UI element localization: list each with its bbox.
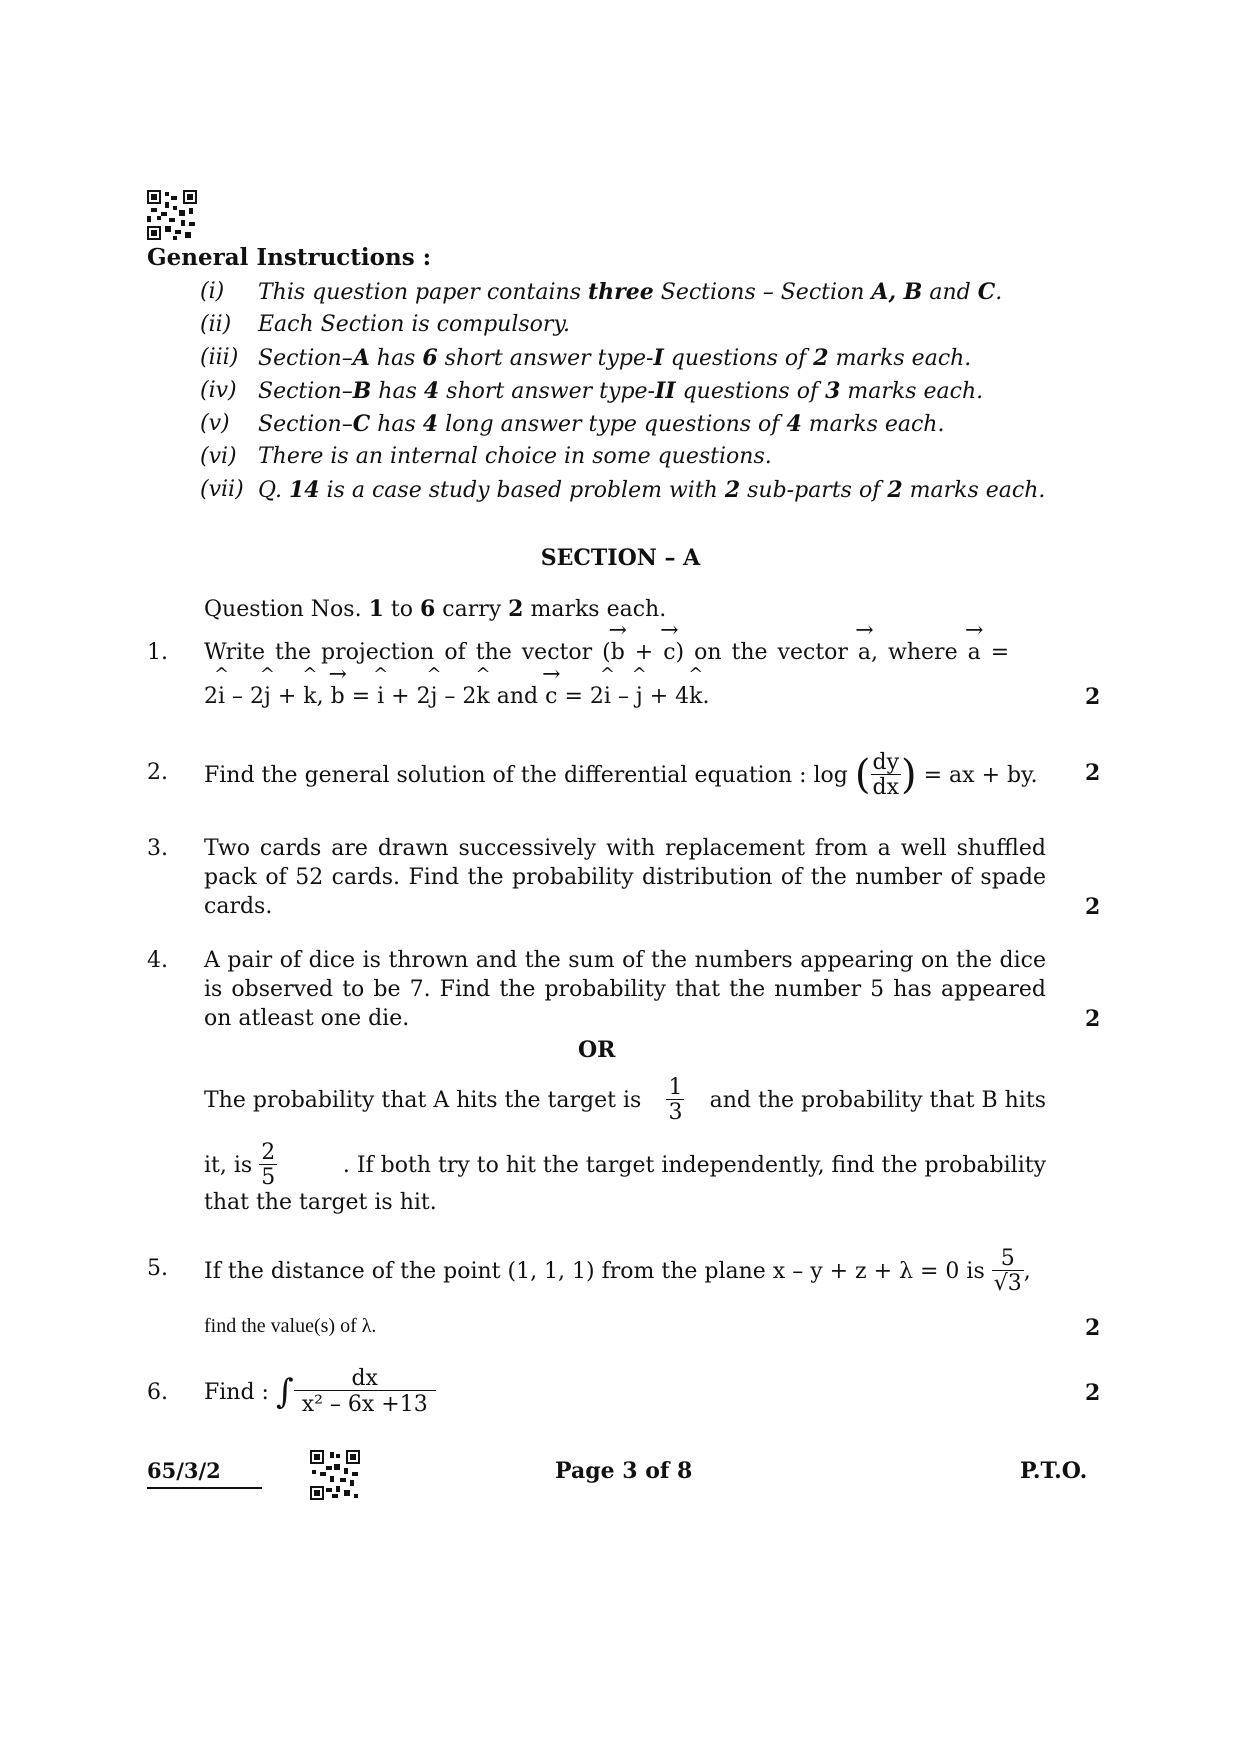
- q2-marks: 2: [1085, 760, 1101, 786]
- section-intro: Question Nos. 1 to 6 carry 2 marks each.: [204, 596, 667, 622]
- q4-alt-line-3: that the target is hit.: [204, 1190, 437, 1215]
- section-title: SECTION – A: [540, 545, 701, 571]
- q2-text: Find the general solution of the differential equation : log ( $\frac{dy}{dx}$ ) = ax + by.: [204, 749, 1038, 800]
- q1-marks: 2: [1085, 684, 1101, 710]
- qr-code-top: [147, 190, 197, 240]
- page-number: Page 3 of 8: [555, 1458, 693, 1484]
- q3-text: Two cards are drawn successively with replacement from a well shuffled pack of 52 cards. Find the probability distribution of the number of spade cards.: [204, 836, 1046, 919]
- q4-alt-line-1: The probability that A hits the target is $\frac{1}{3}$ and the probability that B hits: [204, 1074, 1046, 1125]
- pto-label: P.T.O.: [1020, 1458, 1088, 1484]
- paper-code-underline: [147, 1487, 262, 1489]
- q4-text: A pair of dice is thrown and the sum of the numbers appearing on the dice is observed to be 7. Find the probability that the number 5 has appeared on atleast one die.: [204, 948, 1046, 1031]
- q3-marks: 2: [1085, 894, 1101, 920]
- q2-fraction: $\frac{dy}{dx}$: [872, 749, 900, 800]
- qr-code-footer: [310, 1450, 360, 1500]
- q1-line-1: Write the projection of the vector (→ b + → c) on the vector → a, where → a =: [204, 640, 1009, 665]
- q5-text: If the distance of the point (1, 1, 1) from the plane x – y + z + λ = 0 is $\frac{5}{√3}$ ,: [204, 1245, 1031, 1296]
- q6-marks: 2: [1085, 1380, 1101, 1406]
- q4-alt-line-2: it, is $\frac{2}{5}$ . If both try to hit the target independently, find the probability: [204, 1139, 1046, 1190]
- general-instructions-title: General Instructions :: [147, 244, 432, 271]
- q5-number: 5.: [147, 1256, 168, 1281]
- q4-number: 4.: [147, 948, 168, 973]
- q6-text: Find : ∫ $\frac{dx}{\text{x² – 6x +13}}$: [204, 1355, 436, 1429]
- q5-line-2: find the value(s) of λ.: [204, 1315, 377, 1337]
- q6-number: 6.: [147, 1380, 168, 1405]
- q4-marks: 2: [1085, 1006, 1101, 1032]
- q4-or: OR: [578, 1037, 616, 1063]
- q5-marks: 2: [1085, 1315, 1101, 1341]
- q2-number: 2.: [147, 760, 168, 785]
- q1-number: 1.: [147, 640, 168, 665]
- q3-number: 3.: [147, 836, 168, 861]
- q1-line-2: 2^ i – 2^ j + ^ k, → b = ^ i + 2^ j – 2^ k and → c = 2^ i – ^ j + 4^ k.: [204, 684, 710, 709]
- paper-code: 65/3/2: [147, 1458, 221, 1483]
